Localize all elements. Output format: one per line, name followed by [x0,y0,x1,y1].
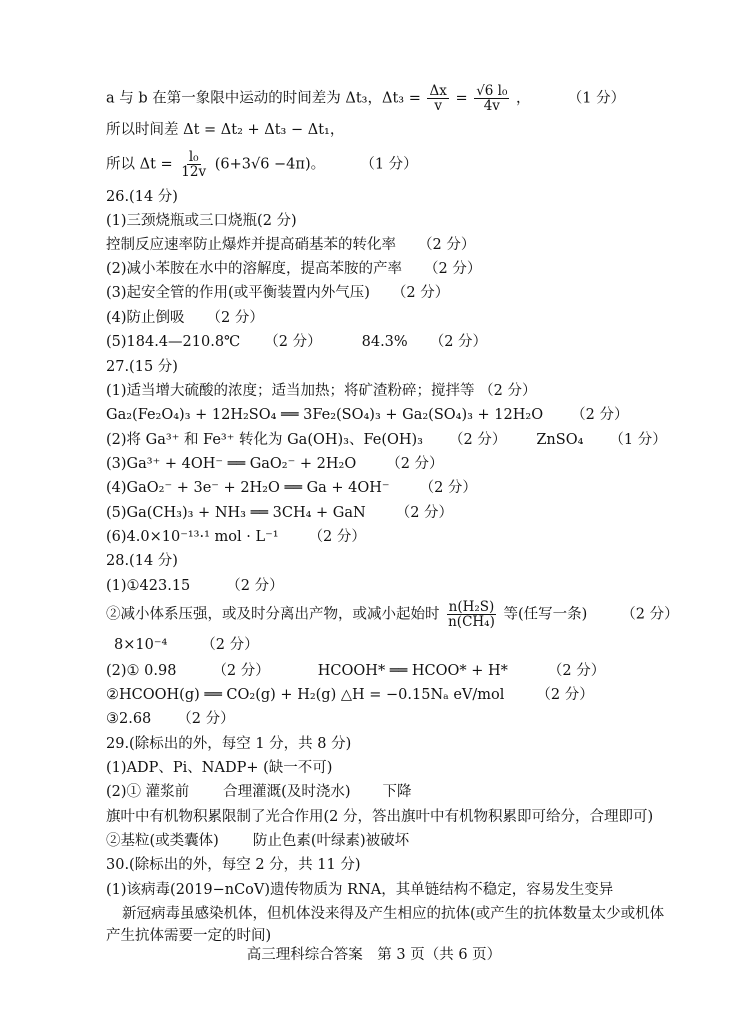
answer-line: (1)适当增大硫酸的浓度；适当加热；将矿渣粉碎；搅拌等 （2 分） [106,383,537,399]
answer-line: 旗叶中有机物积累限制了光合作用(2 分，答出旗叶中有机物积累即可给分，合理即可) [106,809,654,825]
answer-line: (2)将 Ga³⁺ 和 Fe³⁺ 转化为 Ga(OH)₃、Fe(OH)₃ （2 分） ZnSO₄ （1 分） [106,432,667,448]
score-mark: （2 分） [212,663,270,679]
text-segment: 所以时间差 Δt = Δt₂ + Δt₃ − Δt₁， [106,122,345,138]
fraction-numerator: Δx [429,83,447,99]
text-segment: (6+3√6 −4π)。 [214,156,326,173]
fraction-nh2s-over-nch4 [446,600,497,629]
answer-line: ③2.68 （2 分） [106,711,235,727]
score-mark: （2 分） [536,687,594,703]
answer-line: (2)① 灌浆前 合理灌溉(及时浇水) 下降 [106,784,412,800]
line-delta-t-result [106,150,418,179]
answer-line: (1)三颈烧瓶或三口烧瓶(2 分) [106,213,297,229]
fraction-numerator: l₀ [188,149,199,165]
score-mark: （2 分） [201,637,259,653]
score-mark: （2 分） [449,432,507,448]
answer-line: (1)该病毒(2019−nCoV)遗传物质为 RNA，其单链结构不稳定，容易发生变异 [106,882,614,898]
answer-line: (5)184.4—210.8℃ （2 分） 84.3% （2 分） [106,334,488,350]
equation-line: (5)Ga(CH₃)₃ + NH₃ ══ 3CH₄ + GaN （2 分） [106,505,454,521]
fraction-sqrt6-l0-over-4v [474,84,509,113]
score-mark: （2 分） [386,456,444,472]
score-mark: （2 分） [264,334,322,350]
equation-line: (4)GaO₂⁻ + 3e⁻ + 2H₂O ══ Ga + 4OH⁻ （2 分） [106,480,477,496]
answer-line: 8×10⁻⁴ （2 分） [114,637,259,653]
page-footer [0,943,748,964]
score-mark: （2 分） [308,529,366,545]
equation-line: ②HCOOH(g) ══ CO₂(g) + H₂(g) △H = −0.15Nₐ eV/mol （2 分） [106,687,594,703]
answer-line: (4)防止倒吸 （2 分） [106,310,264,326]
score-mark: （2 分） [177,711,235,727]
text-segment: a 与 b 在第一象限中运动的时间差为 Δt₃，Δt₃ = [106,90,421,107]
answer-line: 新冠病毒虽感染机体，但机体没来得及产生相应的抗体(或产生的抗体数量太少或机体 [122,906,665,922]
answer-line: (6)4.0×10⁻¹³·¹ mol · L⁻¹ （2 分） [106,529,366,545]
fraction-l0-over-12v [179,150,208,179]
equation-line: (3)Ga³⁺ + 4OH⁻ ══ GaO₂⁻ + 2H₂O （2 分） [106,456,444,472]
score-mark: （2 分） [429,334,488,350]
answer-line: ②基粒(或类囊体) 防止色素(叶绿素)被破坏 [106,833,410,849]
answer-line: (1)①423.15 （2 分） [106,578,284,594]
score-mark: （2 分） [547,663,606,679]
score-mark: （2 分） [395,505,454,521]
answer-line: (3)起安全管的作用(或平衡装置内外气压) （2 分） [106,285,450,301]
fraction-denominator: 4v [483,98,500,115]
answer-line: (2)减小苯胺在水中的溶解度，提高苯胺的产率 （2 分） [106,261,482,277]
fraction-denominator: v [434,98,442,115]
score-mark: （1 分） [360,156,418,173]
question-heading: 29.(除标出的外，每空 1 分，共 8 分) [106,736,352,752]
score-mark: （1 分） [609,432,667,448]
score-mark: （2 分） [424,261,482,277]
score-mark: （2 分） [418,237,476,253]
fraction-numerator: √6 l₀ [476,83,508,99]
score-mark: （2 分） [621,606,679,623]
fraction-denominator: n(CH₄) [448,614,495,631]
score-mark: （2 分） [419,480,477,496]
answer-line: (2)① 0.98 （2 分） HCOOH* ══ HCOO* + H* （2 分） [106,663,606,679]
answer-line: 产生抗体需要一定的时间) [106,928,272,944]
question-heading: 30.(除标出的外，每空 2 分，共 11 分) [106,857,361,873]
fraction-denominator: 12v [181,164,207,181]
footer-text: 高三理科综合答案 第 3 页（共 6 页） [246,947,502,963]
equation-line: Ga₂(Fe₂O₄)₃ + 12H₂SO₄ ══ 3Fe₂(SO₄)₃ + Ga₂(SO₄)₃ + 12H₂O （2 分） [106,407,629,423]
answer-line: (1)ADP、Pi、NADP+ (缺一不可) [106,760,333,776]
question-heading: 26.(14 分) [106,189,178,205]
answer-line: ②减小体系压强，或及时分离出产物，或减小起始时 $\frac{\text{n(H₂S)}}{\text{n(CH₄)}}$ 等(任写一条) （2 分） [106,599,679,631]
fraction-dx-over-v [427,84,448,113]
score-mark: （2 分） [206,310,264,326]
line-time-difference [106,120,344,140]
score-mark: （2 分） [226,578,284,594]
answer-line: 控制反应速率防止爆炸并提高硝基苯的转化率 （2 分） [106,237,476,253]
score-mark: （1 分） [567,90,626,107]
line-delta-t3: a 与 b 在第一象限中运动的时间差为 Δt₃，Δt₃ = $\frac{\Delta x}{v}$ = $\frac{\text{√6 l₀}}{4v}$ ， （1 分） [106,83,626,115]
text-segment: 所以 Δt = [106,156,173,173]
fraction-numerator: n(H₂S) [448,599,495,615]
question-heading: 28.(14 分) [106,553,178,569]
score-mark: （2 分） [571,407,629,423]
question-heading: 27.(15 分) [106,359,178,375]
text-segment: ， [516,90,531,107]
score-mark: （2 分） [391,285,450,301]
